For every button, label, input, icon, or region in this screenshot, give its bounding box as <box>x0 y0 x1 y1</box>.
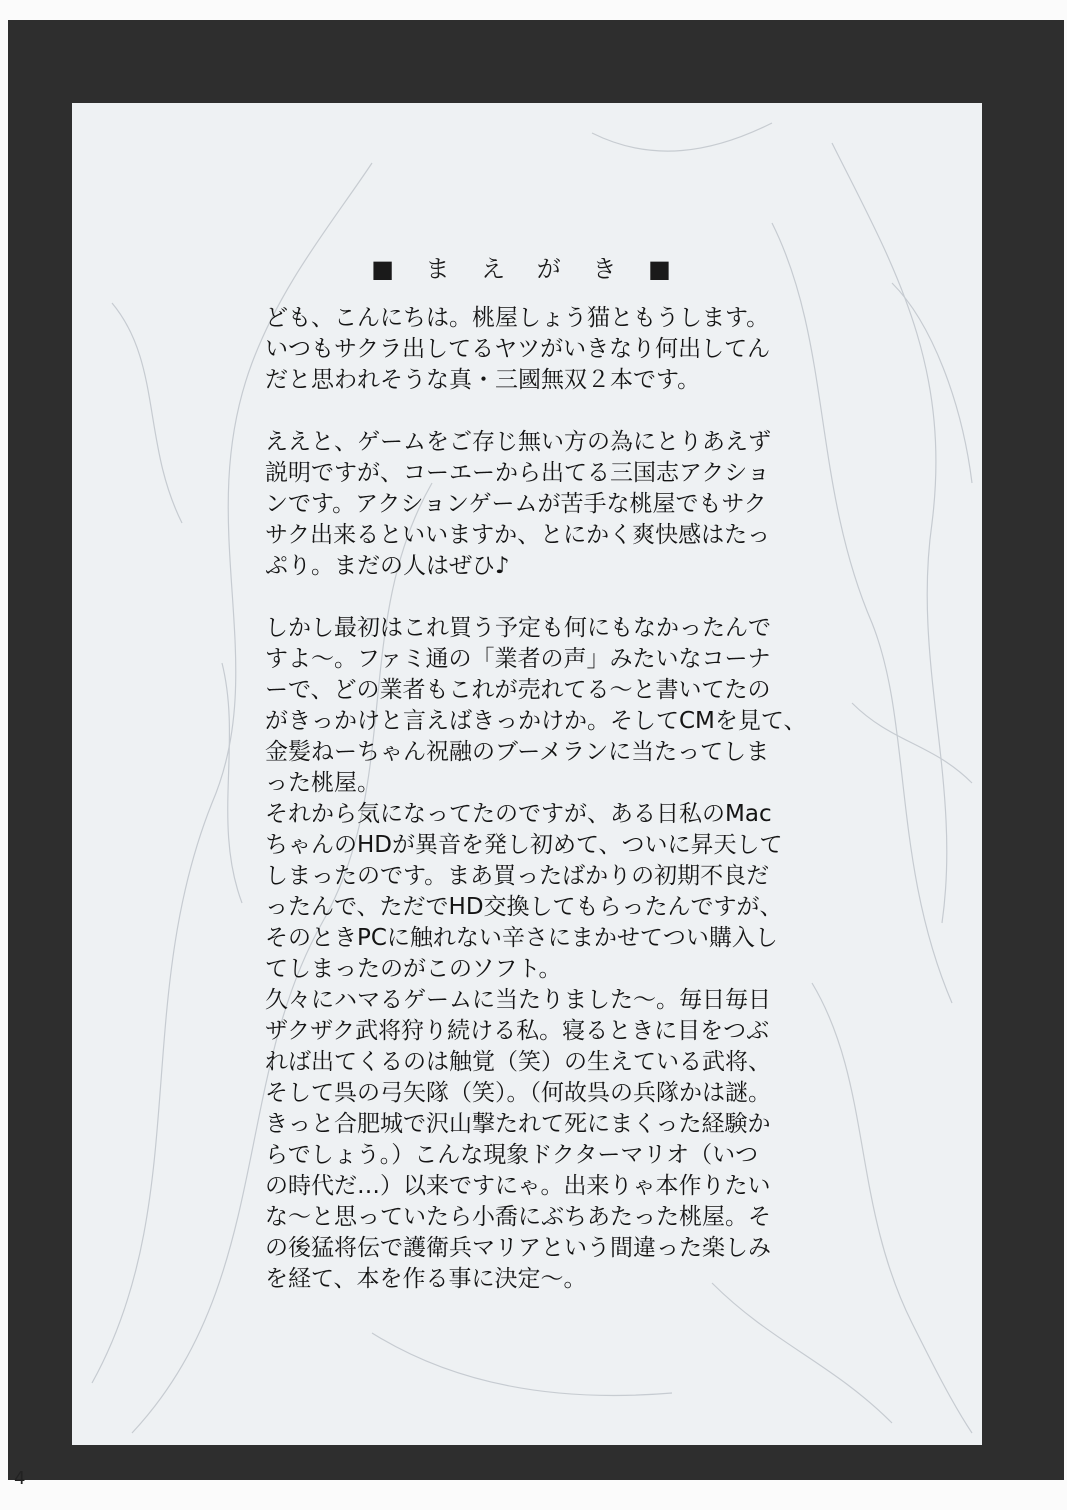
text-panel <box>72 103 982 1445</box>
text-line: な～と思っていたら小喬にぶちあたった桃屋。そ <box>265 1204 771 1230</box>
text-line: しまったのです。まあ買ったばかりの初期不良だ <box>265 863 770 889</box>
section-heading: ■ ま え が き ■ <box>371 255 683 283</box>
text-line: しかし最初はこれ買う予定も何にもなかったんで <box>265 615 771 641</box>
text-line: ども、こんにちは。桃屋しょう猫ともうします。 <box>265 305 770 331</box>
text-line: がきっかけと言えばきっかけか。そしてCMを見て、 <box>265 708 807 734</box>
text-line: を経て、本を作る事に決定～。 <box>265 1266 587 1292</box>
text-line: ーで、どの業者もこれが売れてる～と書いてたの <box>265 677 771 703</box>
text-line: てしまったのがこのソフト。 <box>265 956 562 982</box>
text-line: それから気になってたのですが、ある日私のMac <box>265 801 772 827</box>
text-line: らでしょう。）こんな現象ドクターマリオ（いつ <box>265 1142 759 1168</box>
text-line: の時代だ…）以来ですにゃ。出来りゃ本作りたい <box>265 1173 771 1199</box>
text-line: だと思われそうな真・三國無双２本です。 <box>265 367 701 393</box>
text-line: 説明ですが、コーエーから出てる三国志アクショ <box>265 460 770 486</box>
text-line: そして呉の弓矢隊（笑）。（何故呉の兵隊かは謎。 <box>265 1080 771 1106</box>
text-line: れば出てくるのは触覚（笑）の生えている武将、 <box>265 1049 771 1075</box>
text-line: ったんで、ただでHD交換してもらったんですが、 <box>265 894 783 920</box>
body-text <box>265 303 805 1295</box>
page-number: 4 <box>14 1468 26 1489</box>
text-line: いつもサクラ出してるヤツがいきなり何出してん <box>265 336 771 362</box>
text-line: すよ～。ファミ通の「業者の声」みたいなコーナ <box>265 646 771 672</box>
text-line: った桃屋。 <box>265 770 380 796</box>
text-line: の後猛将伝で護衛兵マリアという間違った楽しみ <box>265 1235 771 1261</box>
text-line: ちゃんのHDが異音を発し初めて、ついに昇天して <box>265 832 783 858</box>
text-line: ええと、ゲームをご存じ無い方の為にとりあえず <box>265 429 771 455</box>
text-line: そのときPCに触れない辛さにまかせてつい購入し <box>265 925 778 951</box>
text-line: きっと合肥城で沢山撃たれて死にまくった経験か <box>265 1111 771 1137</box>
text-line: 金髪ねーちゃん祝融のブーメランに当たってしま <box>265 739 770 765</box>
page-border <box>8 20 1064 1480</box>
text-line: ザクザク武将狩り続ける私。寝るときに目をつぶ <box>265 1018 770 1044</box>
text-line: 久々にハマるゲームに当たりました～。毎日毎日 <box>265 987 771 1013</box>
text-line: ぷり。まだの人はぜひ♪ <box>265 553 510 579</box>
text-line: サク出来るといいますか、とにかく爽快感はたっ <box>265 522 771 548</box>
text-line: ンです。アクションゲームが苦手な桃屋でもサク <box>265 491 767 517</box>
